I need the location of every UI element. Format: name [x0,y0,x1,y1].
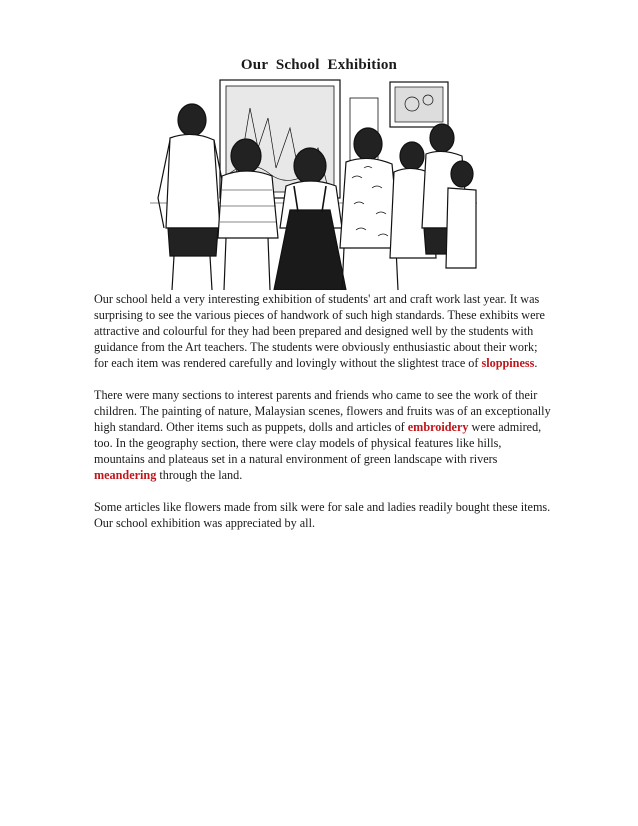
exhibition-illustration [150,78,477,290]
paragraph-2-text-2: were admired, too. In the geography section, there were clay models of physical features like hills, mountains and plateaus set in a natural environment of green landscape with rivers [94,420,542,466]
paragraph-1 [94,291,554,371]
paragraph-1-text: Our school held a very interesting exhibition of students' art and craft work last year. It was surprising to see the various pieces of handwork of such high standards. These exhibits were attractive and colourful for they had been prepared and designed well by the students with guidance from the Art teachers. The students were obviously enthusiastic about their work; for each item was rendered carefully and lovingly without the slightest trace of [94,292,545,370]
paragraph-1-end: . [534,356,538,370]
highlight-embroidery: embroidery [407,420,469,434]
highlight-meandering: meandering [94,468,157,482]
page-title: Our School Exhibition [240,57,398,73]
highlight-sloppiness: sloppiness [481,356,535,370]
article-body [94,291,554,547]
paragraph-2 [94,387,554,483]
paragraph-2-text-1: There were many sections to interest parents and friends who came to see the work of their children. The painting of nature, Malaysian scenes, flowers and fruits was of an exceptionally high standard. Other items such as puppets, dolls and articles of [94,388,551,434]
paragraph-2-text-3: through the land. [156,468,243,482]
paragraph-3: Some articles like flowers made from silk were for sale and ladies readily bought these items. Our school exhibition was appreciated by all. [94,500,551,530]
